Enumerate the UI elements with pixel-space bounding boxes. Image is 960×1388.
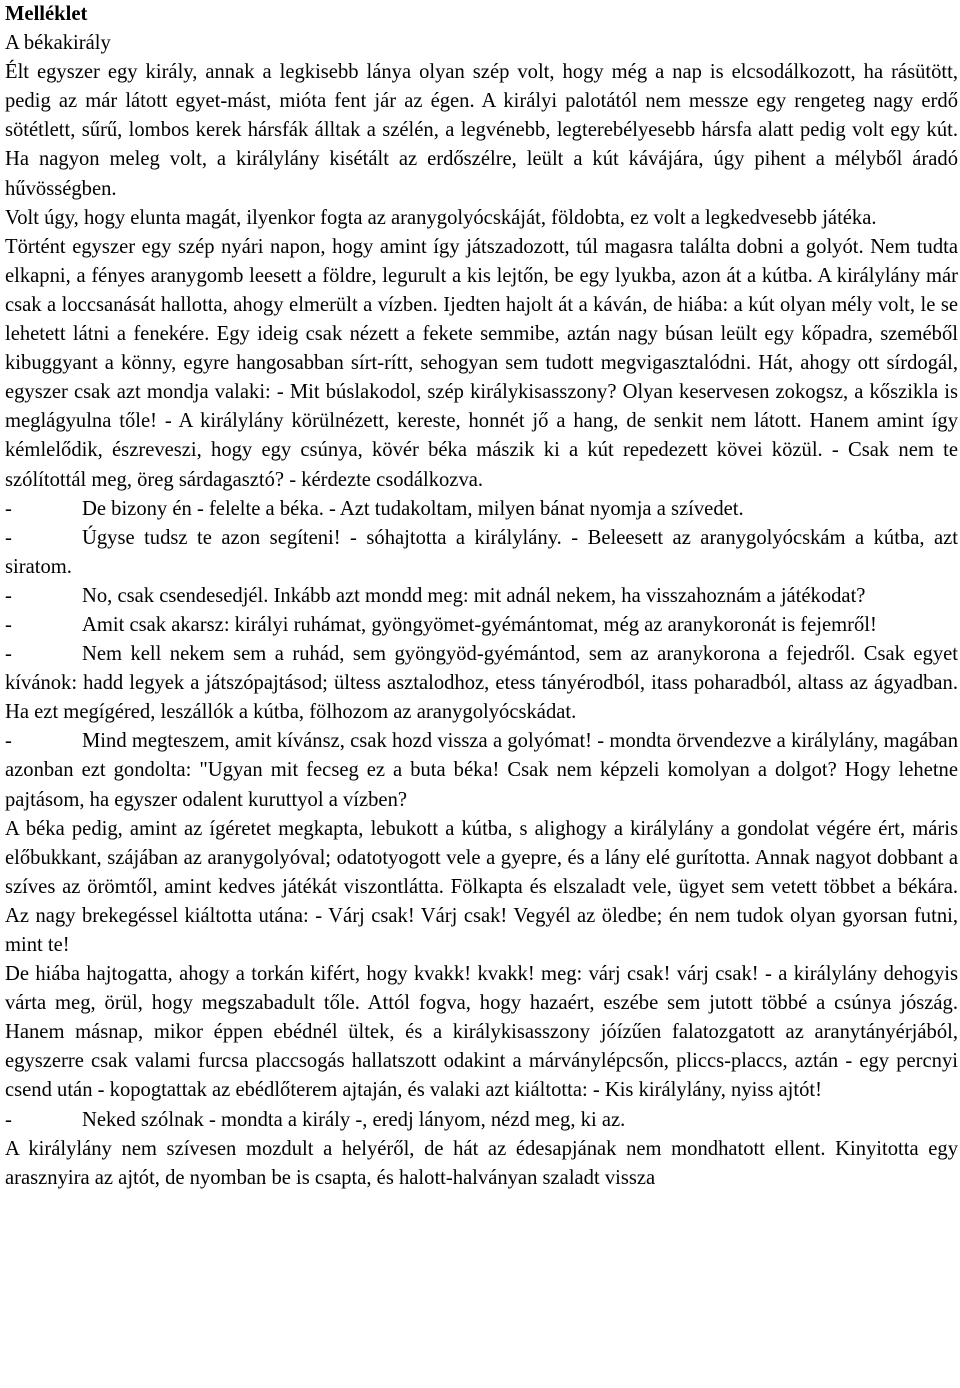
paragraph: Élt egyszer egy király, annak a legkisebb lánya olyan szép volt, hogy még a nap is elcsodálkozott, ha rásütött, pedig az már látott egyet-mást, mióta fent jár az égen. A királyi palotától nem messze egy rengeteg nagy erdő sötétlett, sűrű, lombos kerek hársfák álltak a szélén, a legvénebb, legterebélyesebb hársfa alatt pedig volt egy kút. Ha nagyon meleg volt, a királylány kisétált az erdőszélre, leült a kút kávájára, úgy pihent a mélyből áradó hűvösségben. bbox=[5, 61, 958, 200]
paragraph: De hiába hajtogatta, ahogy a torkán kifért, hogy kvakk! kvakk! meg: várj csak! várj csak! - a királylány dehogyis várta meg, örül, hogy megszabadult tőle. Attól fogva, hogy hazaért, eszébe sem jutott többé a csúnya jószág. Hanem másnap, mikor éppen ebédnél ültek, és a királykisasszony jóízűen falatozgatott az aranytányérjából, egyszerre csak valami furcsa placcsogás hallatszott odakint a márványlépcsőn, pliccs-placcs, aztán - egy percnyi csend után - kopogtattak az ebédlőterem ajtaján, és valaki azt kiáltotta: - Kis királylány, nyiss ajtót! bbox=[5, 963, 958, 1102]
dialogue-text: Nem kell nekem sem a ruhád, sem gyöngyöd-gyémántod, sem az aranykorona a fejedről. Csak egyet kívánok: hadd legyek a játszópajtásod; ültess asztalodhoz, etess tányérodból, itass poharadból, altass az ágyadban. Ha ezt megígéred, leszállók a kútba, fölhozom az aranygolyócskádat. bbox=[5, 643, 958, 724]
paragraph: Volt úgy, hogy elunta magát, ilyenkor fogta az aranygolyócskáját, földobta, ez volt a legkedvesebb játéka. bbox=[5, 206, 877, 229]
dialogue-text: Amit csak akarsz: királyi ruhámat, gyöngyömet-gyémántomat, még az aranykoronát is fejemről! bbox=[82, 613, 877, 636]
dialogue-line bbox=[5, 582, 958, 611]
dialogue-text: Neked szólnak - mondta a király -, eredj lányom, nézd meg, ki az. bbox=[82, 1108, 626, 1131]
dialogue-line bbox=[5, 640, 958, 727]
dialogue-dash: - bbox=[5, 526, 12, 549]
dialogue-line bbox=[5, 524, 958, 582]
dialogue-line bbox=[5, 1106, 958, 1135]
paragraph: A királylány nem szívesen mozdult a helyéről, de hát az édesapjának nem mondhatott ellent. Kinyitotta egy arasznyira az ajtót, de nyomban be is csapta, és halott-halványan szaladt vissza bbox=[5, 1137, 958, 1189]
dialogue-text: Mind megteszem, amit kívánsz, csak hozd vissza a golyómat! - mondta örvendezve a királylány, magában azonban ezt gondolta: "Ugyan mit fecseg ez a buta béka! Csak nem képzeli komolyan a dolgot? Hogy lehetne pajtásom, ha egyszer odalent kuruttyol a vízben? bbox=[5, 730, 958, 811]
dialogue-dash: - bbox=[5, 497, 12, 520]
dialogue-dash: - bbox=[5, 584, 12, 607]
dialogue-dash: - bbox=[5, 613, 12, 636]
dialogue-text: Úgyse tudsz te azon segíteni! - sóhajtotta a királylány. - Beleesett az aranygolyócskám a kútba, azt siratom. bbox=[5, 526, 958, 578]
dialogue-line bbox=[5, 495, 958, 524]
appendix-heading: Melléklet bbox=[5, 3, 88, 25]
dialogue-line bbox=[5, 611, 958, 640]
dialogue-text: De bizony én - felelte a béka. - Azt tudakoltam, milyen bánat nyomja a szívedet. bbox=[82, 497, 744, 520]
dialogue-text: No, csak csendesedjél. Inkább azt mondd meg: mit adnál nekem, ha visszahoznám a játékodat? bbox=[82, 584, 866, 607]
dialogue-dash: - bbox=[5, 643, 12, 666]
paragraph: Történt egyszer egy szép nyári napon, hogy amint így játszadozott, túl magasra találta dobni a golyót. Nem tudta elkapni, a fényes aranygomb leesett a földre, legurult a kis lejtőn, be egy lyukba, azon át a kútba. A királylány már csak a loccsanását hallotta, ahogy elmerült a vízben. Ijedten hajolt át a káván, de hiába: a kút olyan mély volt, le se lehetett látni a fenekére. Egy ideig csak nézett a fekete semmibe, aztán nagy búsan leült egy kőpadra, szeméből kibuggyant a könny, egyre hangosabban sírt-rítt, sehogyan sem tudott megvigasztalódni. Hát, ahogy ott sírdogál, egyszer csak azt mondja valaki: - Mit búslakodol, szép királykisasszony? Olyan keservesen zokogsz, a kőszikla is meglágyulna tőle! - A királylány körülnézett, kereste, honnét jő a hang, de senkit nem látott. Hanem amint így kémlelődik, észreveszi, hogy egy csúnya, kövér béka mászik ki a kút repedezett kövei közül. - Csak nem te szólítottál meg, öreg sárdagasztó? - kérdezte csodálkozva. bbox=[5, 235, 958, 491]
dialogue-dash: - bbox=[5, 1108, 12, 1131]
story-title: A békakirály bbox=[5, 32, 111, 55]
dialogue-dash: - bbox=[5, 730, 12, 753]
dialogue-line bbox=[5, 727, 958, 814]
paragraph: A béka pedig, amint az ígéretet megkapta, lebukott a kútba, s alighogy a királylány a gondolat végére ért, máris előbukkant, szájában az aranygolyóval; odatotyogott vele a gyepre, és a lány elé gurította. Annak nagyot dobbant a szíves az örömtől, amint kedves játékát viszontlátta. Fölkapta és elszaladt vele, ügyet sem vetett többet a békára. Az nagy brekegéssel kiáltotta utána: - Várj csak! Várj csak! Vegyél az öledbe; én nem tudok olyan gyorsan futni, mint te! bbox=[5, 817, 958, 956]
